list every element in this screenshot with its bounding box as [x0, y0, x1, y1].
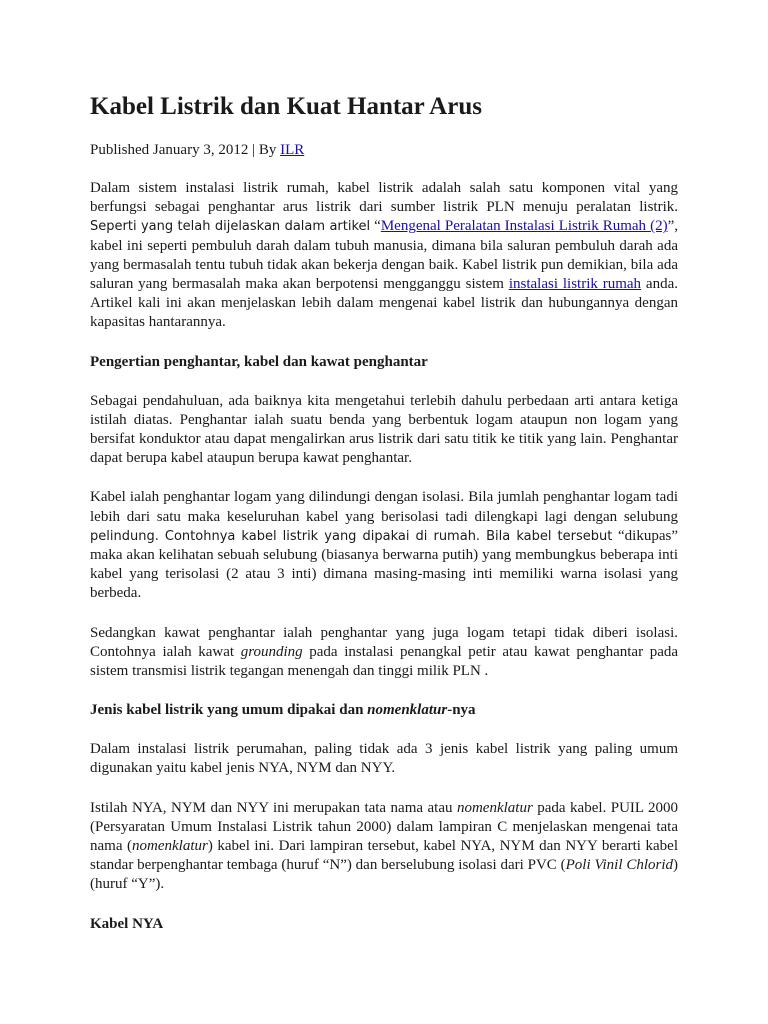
section-heading-pengertian: Pengertian penghantar, kabel dan kawat penghantar	[90, 353, 428, 370]
paragraph-jenis-kabel: Dalam instalasi listrik perumahan, paling tidak ada 3 jenis kabel listrik yang paling umum digunakan yaitu kabel jenis NYA, NYM dan NYY.	[90, 741, 678, 777]
article-link-instalasi-listrik-rumah[interactable]: instalasi listrik rumah	[508, 276, 642, 293]
text-run: ) (huruf “Y”).	[90, 857, 679, 893]
published-date: Published January 3, 2012 | By	[90, 142, 281, 158]
text-run: “	[370, 218, 381, 235]
text-run: anda. Artikel kali ini akan menjelaskan lebih dalam mengenai kabel listrik dan hubungannya dengan kapasitas hantarannya.	[90, 276, 678, 331]
text-run: ”, kabel ini seperti pembuluh darah dalam tubuh manusia, dimana bila saluran pembuluh darah ada yang bermasalah tentu tubuh tidak akan bekerja dengan baik. Kabel listrik pun demikian, bila ada saluran yang bermasalah maka akan berpotensi mengganggu sistem	[90, 218, 678, 293]
emphasis: nomenklatur	[456, 799, 533, 816]
published-meta	[90, 141, 678, 160]
page-title: Kabel Listrik dan Kuat Hantar Arus	[90, 93, 482, 120]
text-run: Dalam sistem instalasi listrik rumah, kabel listrik adalah salah satu komponen vital yang berfungsi sebagai penghantar arus listrik dari sumber listrik PLN menuju peralatan listrik.	[90, 180, 678, 216]
intro-paragraph	[90, 179, 678, 333]
paragraph-kabel	[90, 488, 678, 603]
author-link[interactable]: ILR	[280, 142, 305, 158]
section-heading-kabel-nya: Kabel NYA	[90, 915, 164, 932]
text-run: Kabel ialah penghantar logam yang dilindungi dengan isolasi. Bila jumlah penghantar logam tadi lebih dari satu maka keseluruhan kabel yang berisolasi tadi dilengkapi lagi dengan selubung	[90, 489, 678, 525]
paragraph-pendahuluan: Sebagai pendahuluan, ada baiknya kita mengetahui terlebih dahulu perbedaan arti antara ketiga istilah diatas. Penghantar ialah suatu benda yang berbentuk logam ataupun non logam yang bersifat konduktor atau dapat mengalirkan arus listrik dari satu titik ke titik yang lain. Penghantar dapat berupa kabel ataupun berupa kawat penghantar.	[90, 392, 678, 467]
text-run: -nya	[447, 702, 476, 719]
text-run: pada instalasi penangkal petir atau kawat penghantar pada sistem transmisi listrik tegangan menengah dan tinggi milik PLN .	[90, 643, 679, 680]
emphasis: grounding	[240, 643, 303, 660]
text-run: pada kabel. PUIL 2000 (Persyaratan Umum Instalasi Listrik tahun 2000) dalam lampiran C menjelaskan mengenai tata nama (	[90, 799, 679, 855]
article	[90, 92, 678, 954]
text-run: Istilah NYA, NYM dan NYY ini merupakan tata nama atau	[90, 799, 457, 816]
emphasis: nomenklatur	[132, 838, 208, 855]
article-link-mengenal-peralatan[interactable]: Mengenal Peralatan Instalasi Listrik Rumah (2)	[380, 218, 668, 235]
text-run: Seperti yang telah dijelaskan dalam artikel	[90, 219, 371, 235]
paragraph-nomenklatur	[90, 799, 678, 895]
text-run: Jenis kabel listrik yang umum dipakai dan	[90, 702, 368, 719]
text-run: ) kabel ini. Dari lampiran tersebut, kabel NYA, NYM dan NYY berarti kabel standar berpenghantar tembaga (huruf “N”) dan berselubung isolasi dari PVC (	[90, 838, 678, 874]
text-run: “dikupas” maka akan kelihatan sebuah selubung (biasanya berwarna putih) yang membungkus beberapa inti kabel yang terisolasi (2 atau 3 inti) dimana masing-masing inti memiliki warna isolasi yang berbeda.	[90, 527, 678, 602]
paragraph-kawat	[90, 624, 678, 682]
text-run: pelindung. Contohnya kabel listrik yang dipakai di rumah. Bila kabel tersebut	[90, 528, 613, 544]
section-heading-jenis	[90, 701, 678, 720]
text-run: Sedangkan kawat penghantar ialah penghantar yang juga logam tetapi tidak diberi isolasi. Contohnya ialah kawat	[90, 624, 678, 660]
emphasis: Poli Vinil Chlorid	[565, 857, 674, 874]
emphasis: nomenklatur	[367, 702, 448, 719]
